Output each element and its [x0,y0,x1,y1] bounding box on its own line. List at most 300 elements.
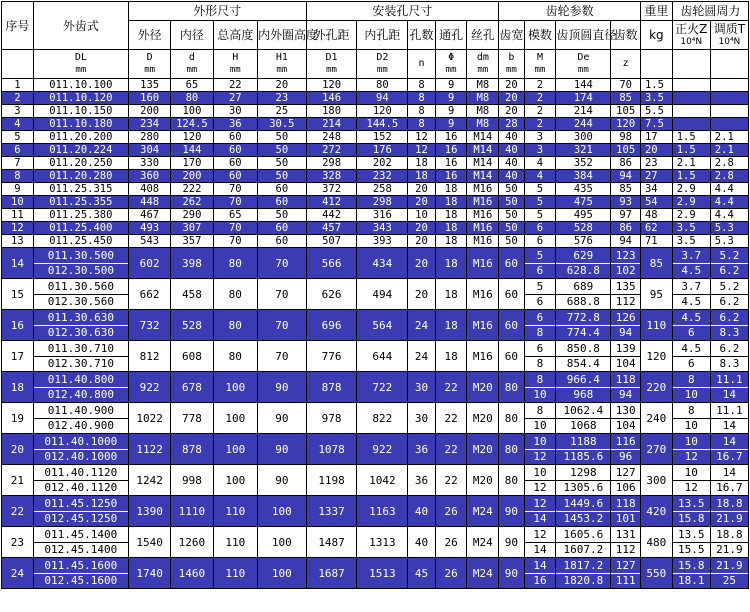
cell-m: 6 [536,341,544,355]
row-no: 24 [2,558,34,589]
header-col-inner-hole-distance: 内孔距 [357,21,408,50]
row-model: 011.30.710 [47,341,114,355]
cell-n: 8 [408,118,436,131]
cell-d2: 722 [357,372,408,403]
cell-fz: 10 [684,465,698,479]
header-col-total-height: 总高度 [213,21,257,50]
cell-d1: 978 [306,403,357,434]
cell-n: 30 [408,372,436,403]
cell-z: 70 [611,79,641,92]
row-model: 011.10.100 [33,79,128,92]
cell-d: 778 [171,403,213,434]
cell-d: 100 [171,105,213,118]
cell-de: 628.8 [556,263,610,278]
row-no: 15 [2,279,34,310]
cell-z: 101 [611,511,640,526]
cell-kg: 120 [640,341,672,372]
cell-de-pair [556,527,611,558]
row-no: 22 [2,496,34,527]
cell-fz: 2.9 [672,183,710,196]
cell-d2: 644 [357,341,408,372]
cell-m: 4 [524,157,556,170]
cell-phi: 9 [435,92,467,105]
symbol-unit: mm [376,65,388,75]
cell-d: 458 [171,279,213,310]
cell-d2: 144.5 [357,118,408,131]
cell-phi: 22 [435,372,467,403]
symbol-label: H1 [275,52,288,63]
cell-z: 94 [611,235,641,248]
row-model: 011.40.900 [47,403,114,417]
cell-ft: 14 [722,434,737,448]
header-group-force: 齿轮圆周力 [672,2,748,21]
cell-ft: 21.9 [711,542,748,557]
cell-dm: M24 [467,558,499,589]
cell-n: 12 [408,144,436,157]
cell-kg: 300 [640,465,672,496]
cell-fz: 4.5 [673,263,710,278]
cell-d: 170 [171,157,213,170]
cell-de-pair [556,465,611,496]
row-no: 3 [2,105,34,118]
cell-h: 80 [213,341,257,372]
symbol-label: b [508,52,515,63]
cell-dm: M16 [467,341,499,372]
header-col-force-normalized [672,21,710,50]
header-symbol-cell [213,50,257,79]
cell-de: 772.8 [566,310,600,324]
cell-z-pair [611,403,641,434]
cell-ft: 2.1 [710,144,748,157]
cell-d1: 146 [306,92,357,105]
table-row [2,341,749,372]
cell-de: 629 [573,248,594,262]
cell-d1: 120 [306,79,357,92]
cell-dm: M24 [467,527,499,558]
symbol-unit: mm [477,65,489,75]
cell-b: 60 [499,279,524,310]
symbol-label: dm [476,52,489,63]
row-model: 011.10.180 [33,118,128,131]
cell-de: 475 [556,196,611,209]
cell-fz: 8 [687,372,695,386]
cell-phi: 26 [435,527,467,558]
cell-d1: 1487 [306,527,357,558]
cell-n: 12 [408,131,436,144]
cell-ft-pair [710,310,748,341]
cell-de-pair [556,341,611,372]
cell-d: 124.5 [171,118,213,131]
cell-de: 774.4 [556,325,610,340]
cell-d1: 248 [306,131,357,144]
cell-z: 116 [615,434,636,448]
row-model: 011.25.450 [33,235,128,248]
cell-d: 1022 [128,403,170,434]
symbol-unit: mm [276,65,288,75]
cell-m-pair [524,279,556,310]
symbol-label: De [577,52,590,63]
row-model: 012.40.900 [34,418,128,433]
cell-phi: 16 [435,131,467,144]
row-model: 011.40.1120 [44,465,118,479]
header-symbol-blank [2,50,34,79]
cell-m: 3 [524,144,556,157]
header-symbol-cell [33,50,128,79]
cell-d: 280 [128,131,170,144]
row-model: 011.45.1250 [44,496,118,510]
header-col-tooth-width: 齿宽 [499,21,524,50]
row-no: 5 [2,131,34,144]
cell-de: 300 [556,131,611,144]
cell-n: 24 [408,310,436,341]
cell-phi: 18 [435,222,467,235]
table-row [2,157,749,170]
symbol-label: z [622,58,629,69]
cell-h1: 70 [258,248,307,279]
symbol-label: M [536,52,543,63]
cell-d: 307 [171,222,213,235]
cell-z: 104 [611,418,640,433]
cell-d2: 202 [357,157,408,170]
cell-ft: 8.3 [711,356,748,371]
cell-ft: 4.4 [710,196,748,209]
header-symbol-cell [306,50,357,79]
cell-h1: 50 [258,170,307,183]
table-row [2,248,749,279]
header-col-force-quenched [710,21,748,50]
cell-dm: M16 [467,310,499,341]
cell-m: 6 [525,294,556,309]
cell-h: 65 [213,209,257,222]
cell-d: 493 [128,222,170,235]
cell-d1: 696 [306,310,357,341]
row-no: 14 [2,248,34,279]
cell-kg: 20 [640,144,672,157]
cell-kg: 48 [640,209,672,222]
row-model: 012.30.560 [34,294,128,309]
cell-d: 608 [171,341,213,372]
row-model: 011.30.630 [47,310,114,324]
symbol-unit: mm [75,65,87,75]
cell-d: 135 [128,79,170,92]
cell-phi: 18 [435,235,467,248]
row-no: 1 [2,79,34,92]
cell-h: 30 [213,105,257,118]
cell-d: 200 [171,170,213,183]
cell-b: 50 [499,183,524,196]
cell-d: 528 [171,310,213,341]
table-row [2,118,749,131]
cell-b: 50 [499,209,524,222]
cell-ft-pair [710,248,748,279]
row-model: 012.40.1000 [34,449,128,464]
table-row [2,105,749,118]
cell-fz: 15.8 [678,558,705,572]
header-col-outer-hole-distance: 外孔距 [306,21,357,50]
cell-n: 18 [408,170,436,183]
cell-d1: 457 [306,222,357,235]
cell-m: 10 [533,434,547,448]
cell-h: 60 [213,144,257,157]
cell-z: 139 [615,341,636,355]
cell-n: 20 [408,248,436,279]
cell-de: 966.4 [566,372,600,386]
cell-n: 40 [408,527,436,558]
cell-fz: 3.5 [672,235,710,248]
cell-d1: 776 [306,341,357,372]
header-weight: 重里 [640,2,672,21]
cell-b: 40 [499,131,524,144]
cell-phi: 18 [435,279,467,310]
cell-z: 118 [615,372,636,386]
header-col-threaded-hole: 丝孔 [467,21,499,50]
table-row [2,310,749,341]
row-model: 012.45.1250 [34,511,128,526]
cell-de: 495 [556,209,611,222]
cell-z: 131 [615,527,636,541]
cell-d: 262 [171,196,213,209]
cell-phi: 18 [435,183,467,196]
cell-d: 1390 [128,496,170,527]
cell-h1: 90 [258,434,307,465]
cell-b: 60 [499,341,524,372]
cell-h: 80 [213,248,257,279]
cell-kg: 480 [640,527,672,558]
cell-de: 1068 [556,418,610,433]
cell-h1: 50 [258,144,307,157]
cell-kg: 240 [640,403,672,434]
cell-ft-pair [710,341,748,372]
cell-kg: 270 [640,434,672,465]
cell-de-pair [556,372,611,403]
cell-kg: 95 [640,279,672,310]
row-model: 011.20.224 [33,144,128,157]
cell-d: 120 [171,131,213,144]
table-row [2,222,749,235]
cell-d: 602 [128,248,170,279]
cell-n: 8 [408,92,436,105]
cell-d: 1740 [128,558,170,589]
cell-d: 222 [171,183,213,196]
cell-kg: 3.5 [640,92,672,105]
cell-de: 1062.4 [563,403,604,417]
table-row [2,434,749,465]
cell-m: 6 [524,235,556,248]
cell-z-pair [611,341,641,372]
cell-m: 8 [525,325,556,340]
cell-h: 36 [213,118,257,131]
cell-m: 10 [525,387,556,402]
cell-d2: 94 [357,92,408,105]
cell-fz [672,79,710,92]
cell-n: 24 [408,341,436,372]
cell-n: 20 [408,183,436,196]
cell-phi: 22 [435,403,467,434]
cell-m: 3 [524,131,556,144]
cell-fz: 3.7 [681,279,702,293]
cell-m: 2 [524,79,556,92]
cell-d2: 1513 [357,558,408,589]
cell-d: 1540 [128,527,170,558]
cell-kg: 550 [640,558,672,589]
cell-h1: 90 [258,403,307,434]
cell-n: 20 [408,235,436,248]
cell-z-pair [611,310,641,341]
cell-z: 105 [611,105,641,118]
cell-z-pair [611,248,641,279]
cell-ft: 5.3 [710,222,748,235]
cell-d2: 564 [357,310,408,341]
cell-phi: 9 [435,79,467,92]
cell-m-pair [524,527,556,558]
cell-d1: 1078 [306,434,357,465]
row-model-pair [33,403,128,434]
cell-de: 1817.2 [563,558,604,572]
cell-de: 1820.8 [556,573,610,588]
cell-h: 100 [213,403,257,434]
cell-fz: 4.5 [681,310,702,324]
table-row [2,144,749,157]
cell-b: 40 [499,157,524,170]
cell-h: 80 [213,279,257,310]
cell-fz-pair [672,496,710,527]
cell-d1: 298 [306,157,357,170]
row-no: 6 [2,144,34,157]
cell-n: 20 [408,279,436,310]
cell-z: 94 [611,170,641,183]
symbol-label: n [418,58,425,69]
cell-h1: 70 [258,341,307,372]
cell-z: 86 [611,157,641,170]
cell-h: 110 [213,527,257,558]
cell-ft: 18.8 [716,496,743,510]
cell-kg: 1.5 [640,79,672,92]
cell-d: 200 [128,105,170,118]
header-row-symbols [2,50,749,79]
row-model-pair [33,465,128,496]
cell-phi: 18 [435,248,467,279]
cell-d: 160 [128,92,170,105]
cell-de: 850.8 [566,341,600,355]
cell-z: 106 [611,480,640,495]
cell-m-pair [524,341,556,372]
header-symbol-cell [128,50,170,79]
header-col-unit: 10⁴N [680,37,703,47]
cell-m: 5 [524,183,556,196]
cell-de: 576 [556,235,611,248]
cell-h: 70 [213,222,257,235]
row-model: 011.40.800 [47,372,114,386]
cell-z-pair [611,372,641,403]
cell-b: 50 [499,196,524,209]
table-row [2,372,749,403]
cell-d: 360 [128,170,170,183]
cell-kg: 27 [640,170,672,183]
cell-h1: 70 [258,279,307,310]
cell-d2: 152 [357,131,408,144]
cell-z: 130 [615,403,636,417]
cell-d: 662 [128,279,170,310]
cell-m: 14 [525,542,556,557]
cell-h1: 60 [258,183,307,196]
cell-phi: 26 [435,558,467,589]
cell-d: 878 [171,434,213,465]
cell-b: 20 [499,105,524,118]
cell-d2: 176 [357,144,408,157]
cell-b: 60 [499,248,524,279]
cell-m: 2 [524,118,556,131]
cell-fz-pair [672,279,710,310]
cell-fz: 4.5 [673,294,710,309]
symbol-label: D [146,52,153,63]
row-no: 21 [2,465,34,496]
cell-ft: 2.1 [710,131,748,144]
cell-d: 1260 [171,527,213,558]
cell-ft: 8.3 [711,325,748,340]
cell-d2: 258 [357,183,408,196]
cell-kg: 110 [640,310,672,341]
cell-n: 45 [408,558,436,589]
cell-m: 8 [536,403,544,417]
cell-d: 922 [128,372,170,403]
table-row [2,403,749,434]
cell-m-pair [524,496,556,527]
cell-ft: 6.2 [711,263,748,278]
symbol-unit: mm [505,65,517,75]
cell-ft: 6.2 [711,294,748,309]
cell-fz: 15.5 [673,542,710,557]
cell-d2: 434 [357,248,408,279]
row-model: 011.20.280 [33,170,128,183]
cell-h1: 100 [258,496,307,527]
header-symbol-cell [556,50,611,79]
row-model: 012.30.500 [34,263,128,278]
cell-m-pair [524,403,556,434]
symbol-unit: mm [144,65,156,75]
cell-d2: 1042 [357,465,408,496]
cell-kg: 5.5 [640,105,672,118]
cell-phi: 9 [435,105,467,118]
cell-kg: 85 [640,248,672,279]
cell-n: 40 [408,496,436,527]
table-row [2,465,749,496]
cell-ft: 16.7 [711,449,748,464]
cell-m: 5 [524,196,556,209]
cell-z: 96 [611,449,640,464]
cell-fz: 6 [673,356,710,371]
cell-m: 14 [525,511,556,526]
row-model-pair [33,279,128,310]
cell-h: 70 [213,196,257,209]
cell-h: 27 [213,92,257,105]
row-no: 20 [2,434,34,465]
cell-z: 135 [615,279,636,293]
row-model: 012.30.710 [34,356,128,371]
cell-d2: 343 [357,222,408,235]
table-row [2,92,749,105]
cell-d: 543 [128,235,170,248]
cell-de: 244 [556,118,611,131]
cell-d: 290 [171,209,213,222]
gear-bearing-spec-table [1,1,749,589]
cell-phi: 16 [435,157,467,170]
cell-h: 60 [213,157,257,170]
cell-dm: M8 [467,92,499,105]
cell-de: 688.8 [556,294,610,309]
cell-ft [710,79,748,92]
row-no: 7 [2,157,34,170]
header-symbol-cell [611,50,641,79]
